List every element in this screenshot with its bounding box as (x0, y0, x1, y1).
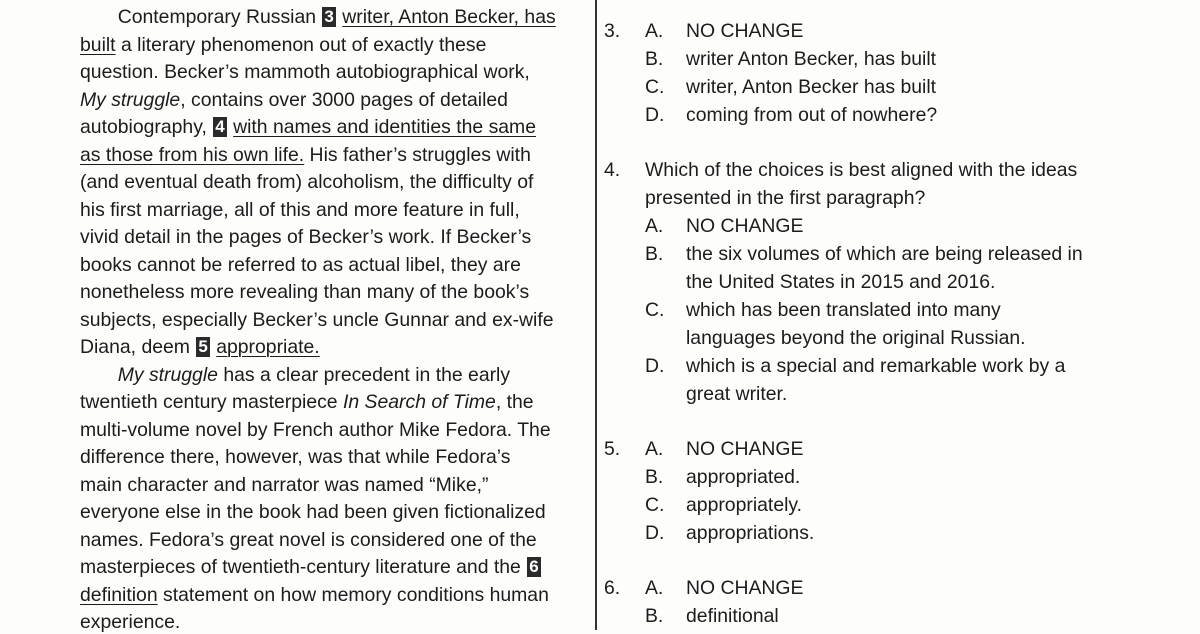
option-letter: A. (645, 438, 664, 460)
option-letter: D. (645, 522, 665, 544)
option-text: NO CHANGE (686, 438, 804, 460)
option-text: appropriations. (686, 522, 815, 544)
passage-line (80, 335, 320, 359)
option-text: languages beyond the original Russian. (686, 327, 1026, 349)
underlined-text: with names and identities the same (233, 116, 536, 138)
passage-text: , the (495, 391, 534, 413)
option-text: appropriated. (686, 466, 801, 488)
passage-line (80, 555, 542, 579)
passage-line (80, 170, 533, 194)
passage-text: Contemporary Russian (80, 6, 322, 28)
passage-text: question. Becker’s mammoth autobiographical work, (80, 61, 530, 83)
passage-text: masterpieces of twentieth-century literature and the (80, 556, 527, 578)
passage-text: , contains over 3000 pages of detailed (180, 88, 508, 111)
question-stem: Which of the choices is best aligned with the ideas (645, 159, 1078, 181)
question-number-badge: 5 (198, 337, 208, 356)
passage-line (80, 308, 554, 332)
passage-line (80, 280, 529, 304)
option-letter: B. (645, 605, 664, 627)
passage-text: My struggle (80, 88, 181, 111)
underlined-text: built (80, 33, 116, 56)
passage-line (80, 253, 521, 277)
option-letter: A. (645, 20, 664, 42)
passage-text: experience. (80, 611, 181, 633)
option-text: the United States in 2015 and 2016. (686, 271, 996, 293)
underlined-text: as those from his own life. (80, 143, 305, 166)
option-text: writer, Anton Becker has built (686, 76, 937, 98)
passage-line (80, 363, 510, 387)
passage-line (80, 390, 534, 414)
passage-line (80, 198, 520, 222)
option-letter: A. (645, 577, 664, 599)
question-number: 4. (604, 159, 621, 181)
passage-text: autobiography, (80, 116, 213, 138)
passage-text: Diana, deem (80, 336, 196, 358)
passage-line (80, 610, 180, 634)
passage-text: My struggle (117, 363, 218, 386)
passage-text: a literary phenomenon out of exactly these (115, 33, 487, 56)
passage-text: multi-volume novel by French author Mike Fedora. The (80, 418, 551, 441)
option-text: which is a special and remarkable work by a (686, 355, 1066, 377)
option-letter: D. (645, 104, 665, 126)
passage-text: names. Fedora’s great novel is considered one of the (80, 528, 537, 551)
passage-text: (and eventual death from) alcoholism, the difficulty of (80, 171, 534, 193)
option-text: great writer. (686, 383, 788, 405)
underlined-text: writer, Anton Becker, has (342, 6, 556, 28)
option-letter: B. (645, 243, 664, 265)
passage-line (80, 583, 549, 607)
question-number-badge: 6 (529, 557, 539, 576)
passage-text: In Search of Time (342, 391, 496, 413)
passage-text: His father’s struggles with (304, 143, 531, 166)
passage-text: books cannot be referred to as actual libel, they are (80, 253, 521, 276)
option-letter: D. (645, 355, 665, 377)
option-text: NO CHANGE (686, 20, 804, 42)
underlined-text: definition (80, 583, 158, 606)
option-text: the six volumes of which are being released in (686, 243, 1083, 265)
passage-line (80, 528, 537, 552)
option-text: which has been translated into many (686, 299, 1001, 321)
passage-text: difference there, however, was that while Fedora’s (80, 446, 511, 468)
passage-text: everyone else in the book had been given fictionalized (80, 501, 546, 523)
option-text: writer Anton Becker, has built (686, 48, 937, 70)
question-number-badge: 3 (324, 7, 334, 26)
question-number: 5. (604, 438, 621, 460)
passage-line (80, 33, 486, 57)
option-letter: A. (645, 215, 664, 237)
passage-line (80, 225, 531, 249)
passage-line (80, 143, 531, 167)
passage-line (80, 418, 551, 442)
passage-line (80, 500, 546, 524)
passage-text: subjects, especially Becker’s uncle Gunnar and ex-wife (80, 308, 554, 331)
option-letter: C. (645, 299, 665, 321)
option-text: coming from out of nowhere? (686, 104, 938, 126)
passage-text: main character and narrator was named “Mike,” (80, 473, 489, 496)
passage-line (80, 445, 510, 469)
underlined-text: appropriate. (216, 336, 320, 358)
passage-text: statement on how memory conditions human (157, 583, 549, 606)
passage-line (80, 473, 488, 497)
question-stem: presented in the first paragraph? (645, 187, 926, 209)
passage-line (80, 88, 508, 112)
option-letter: B. (645, 466, 664, 488)
passage-text: his first marriage, all of this and more feature in full, (80, 198, 520, 221)
option-letter: C. (645, 494, 665, 516)
passage-line (80, 60, 530, 84)
passage-text: twentieth century masterpiece (80, 391, 343, 413)
option-letter: C. (645, 76, 665, 98)
column-divider (595, 0, 597, 630)
passage-line (80, 5, 556, 29)
question-number-badge: 4 (215, 117, 225, 136)
passage-text: has a clear precedent in the early (217, 363, 511, 386)
question-number: 6. (604, 577, 621, 599)
option-text: NO CHANGE (686, 215, 804, 237)
option-text: definitional (686, 605, 779, 627)
passage-text: vivid detail in the pages of Becker’s work. If Becker’s (80, 226, 532, 248)
option-text: appropriately. (686, 494, 803, 516)
option-letter: B. (645, 48, 664, 70)
question-number: 3. (604, 20, 621, 42)
passage-text: nonetheless more revealing than many of the book’s (80, 281, 530, 303)
option-text: NO CHANGE (686, 577, 804, 599)
passage-text (80, 364, 118, 386)
passage-line (80, 115, 536, 139)
